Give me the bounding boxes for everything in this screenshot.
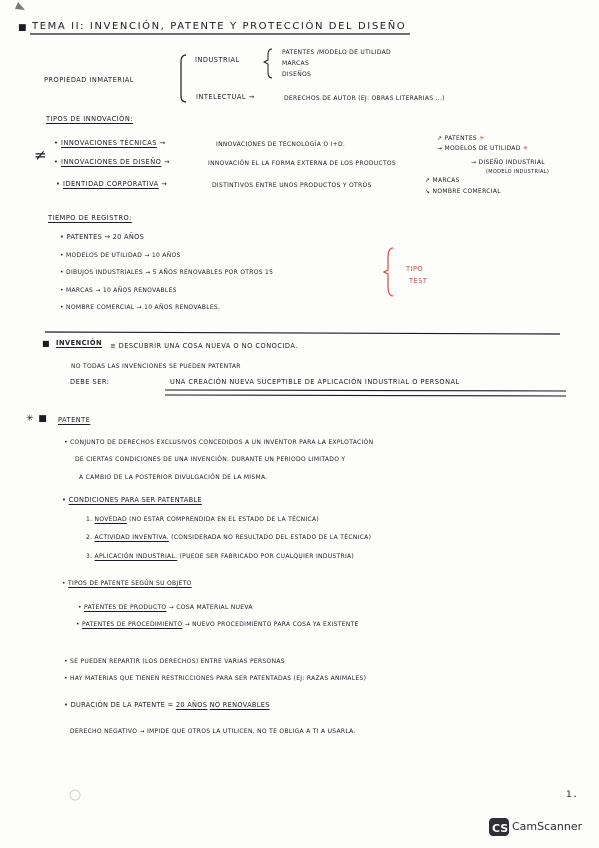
invencion-def: ≡ DESCUBRIR UNA COSA NUEVA O NO CONOCIDA. [110,342,298,350]
innovacion-r2-2: (MODELO INDUSTRIAL) [486,169,550,175]
intelectual-detail: DERECHOS DE AUTOR (EJ: OBRAS LITERARIAS ...) [284,95,445,102]
separator-line [45,332,560,334]
page-title: TEMA II: INVENCIÓN, PATENTE Y PROTECCIÓN DEL DISEÑO [32,21,407,32]
industrial-item-2: MARCAS [282,60,310,67]
camscanner-logo-letters: CS [492,822,509,835]
not-equal-mark: ≠ [34,146,47,164]
condicion-1: 1. NOVEDAD (NO ESTAR COMPRENDIDA EN EL ESTADO DE LA TÉCNICA) [86,516,320,523]
patente-heading: PATENTE [58,416,91,424]
innovacion-desc-3: DISTINTIVOS ENTRE UNOS PRODUCTOS Y OTROS [212,182,372,189]
invencion-line3-lead: DEBE SER: [70,378,110,386]
tipos-innovacion-heading: TIPOS DE INNOVACIÓN: [46,115,134,123]
brace-industrial [264,49,272,78]
innovacion-row-3: • IDENTIDAD CORPORATIVA → [56,180,168,188]
registro-item-3: • DIBUJOS INDUSTRIALES → 5 AÑOS RENOVABLES POR OTROS 15 [60,269,274,276]
innovacion-r1-2: → DISEÑO INDUSTRIAL [471,159,545,166]
tipo-test-note-1: TIPO [406,265,424,273]
innovacion-r2-1: → MODELOS DE UTILIDAD ✳ [437,145,529,152]
corner-mark [15,2,25,10]
patente-note-2: • HAY MATERIAS QUE TIENEN RESTRICCIONES PARA SER PATENTADAS (EJ: RAZAS ANIMALES) [64,675,367,682]
invencion-line2: NO TODAS LAS INVENCIONES SE PUEDEN PATENTAR [71,363,241,370]
derecho-negativo: DERECHO NEGATIVO → IMPIDE QUE OTROS LA UTILICEN, NO TE OBLIGA A TI A USARLA. [70,728,356,735]
tipo-patente-1: • PATENTES DE PRODUCTO → COSA MATERIAL NUEVA [78,604,253,611]
propiedad-label: PROPIEDAD INMATERIAL [44,76,134,84]
registro-item-1: • PATENTES → 20 AÑOS [60,233,145,241]
registro-item-2: • MODELOS DE UTILIDAD → 10 AÑOS [60,252,181,259]
def-underline-1 [165,390,566,391]
innovacion-desc-1: INNOVACIONES DE TECNOLOGÍA O I+D. [216,141,346,148]
industrial-item-1: PATENTES /MODELO DE UTILIDAD [282,49,391,56]
registro-item-4: • MARCAS → 10 AÑOS RENOVABLES [60,287,177,294]
checkbox-mark: ■ [18,23,28,33]
condiciones-heading: • CONDICIONES PARA SER PATENTABLE [62,496,202,504]
innovacion-r2-3: ↘ NOMBRE COMERCIAL [425,188,501,195]
tipo-patente-2: • PATENTES DE PROCEDIMIENTO → NUEVO PROCEDIMIENTO PARA COSA YA EXISTENTE [76,621,359,628]
patente-def-2: DE CIERTAS CONDICIONES DE UNA INVENCIÓN. DURANTE UN PERIODO LIMITADO Y [75,456,346,463]
camscanner-watermark: CamScanner [512,820,583,833]
patente-note-1: • SE PUEDEN REPARTIR (LOS DERECHOS) ENTRE VARIAS PERSONAS [64,658,285,665]
innovacion-row-1: • INNOVACIONES TÉCNICAS → [54,139,166,147]
industrial-label: INDUSTRIAL [195,56,240,64]
tipo-test-note-2: TEST [409,277,428,285]
invencion-marker: ■ [42,339,51,348]
patente-def-3: A CAMBIO DE LA POSTERIOR DIVULGACIÓN DE LA MISMA. [79,474,268,481]
page-number: 1. [566,790,579,800]
invencion-line3: UNA CREACIÓN NUEVA SUCEPTIBLE DE APLICACIÓN INDUSTRIAL O PERSONAL [170,378,460,386]
innovacion-r1-1: ↗ PATENTES ✳ [437,135,485,142]
industrial-item-3: DISEÑOS [282,71,312,78]
condicion-3: 3. APLICACIÓN INDUSTRIAL. (PUEDE SER FABRICADO POR CUALQUIER INDUSTRIA) [86,553,355,560]
ring-mark [70,790,80,800]
registro-item-5: • NOMBRE COMERCIAL → 10 AÑOS RENOVABLES. [60,304,221,311]
condicion-2: 2. ACTIVIDAD INVENTIVA. (CONSIDERADA NO RESULTADO DEL ESTADO DE LA TÉCNICA) [86,534,372,541]
innovacion-desc-2: INNOVACIÓN EL LA FORMA EXTERNA DE LOS PRODUCTOS [208,160,397,167]
duracion-line: • DURACIÓN DE LA PATENTE = 20 AÑOS NO RENOVABLES [64,701,270,709]
innovacion-r1-3: ↗ MARCAS [425,177,460,184]
brace-propiedad [181,55,186,102]
patente-marker: ✳ ■ [26,414,48,424]
tiempo-registro-heading: TIEMPO DE REGISTRO: [48,214,132,222]
innovacion-row-2: • INNOVACIONES DE DISEÑO → [54,158,170,166]
patente-def-1: • CONJUNTO DE DERECHOS EXCLUSIVOS CONCEDIDOS A UN INVENTOR PARA LA EXPLOTACIÓN [64,439,374,446]
invencion-heading: INVENCIÓN [56,339,103,347]
def-underline-2 [165,395,566,396]
red-brace [384,248,393,296]
tipos-patente-heading: • TIPOS DE PATENTE SEGÚN SU OBJETO [62,580,192,587]
intelectual-label: INTELECTUAL → [196,93,255,101]
